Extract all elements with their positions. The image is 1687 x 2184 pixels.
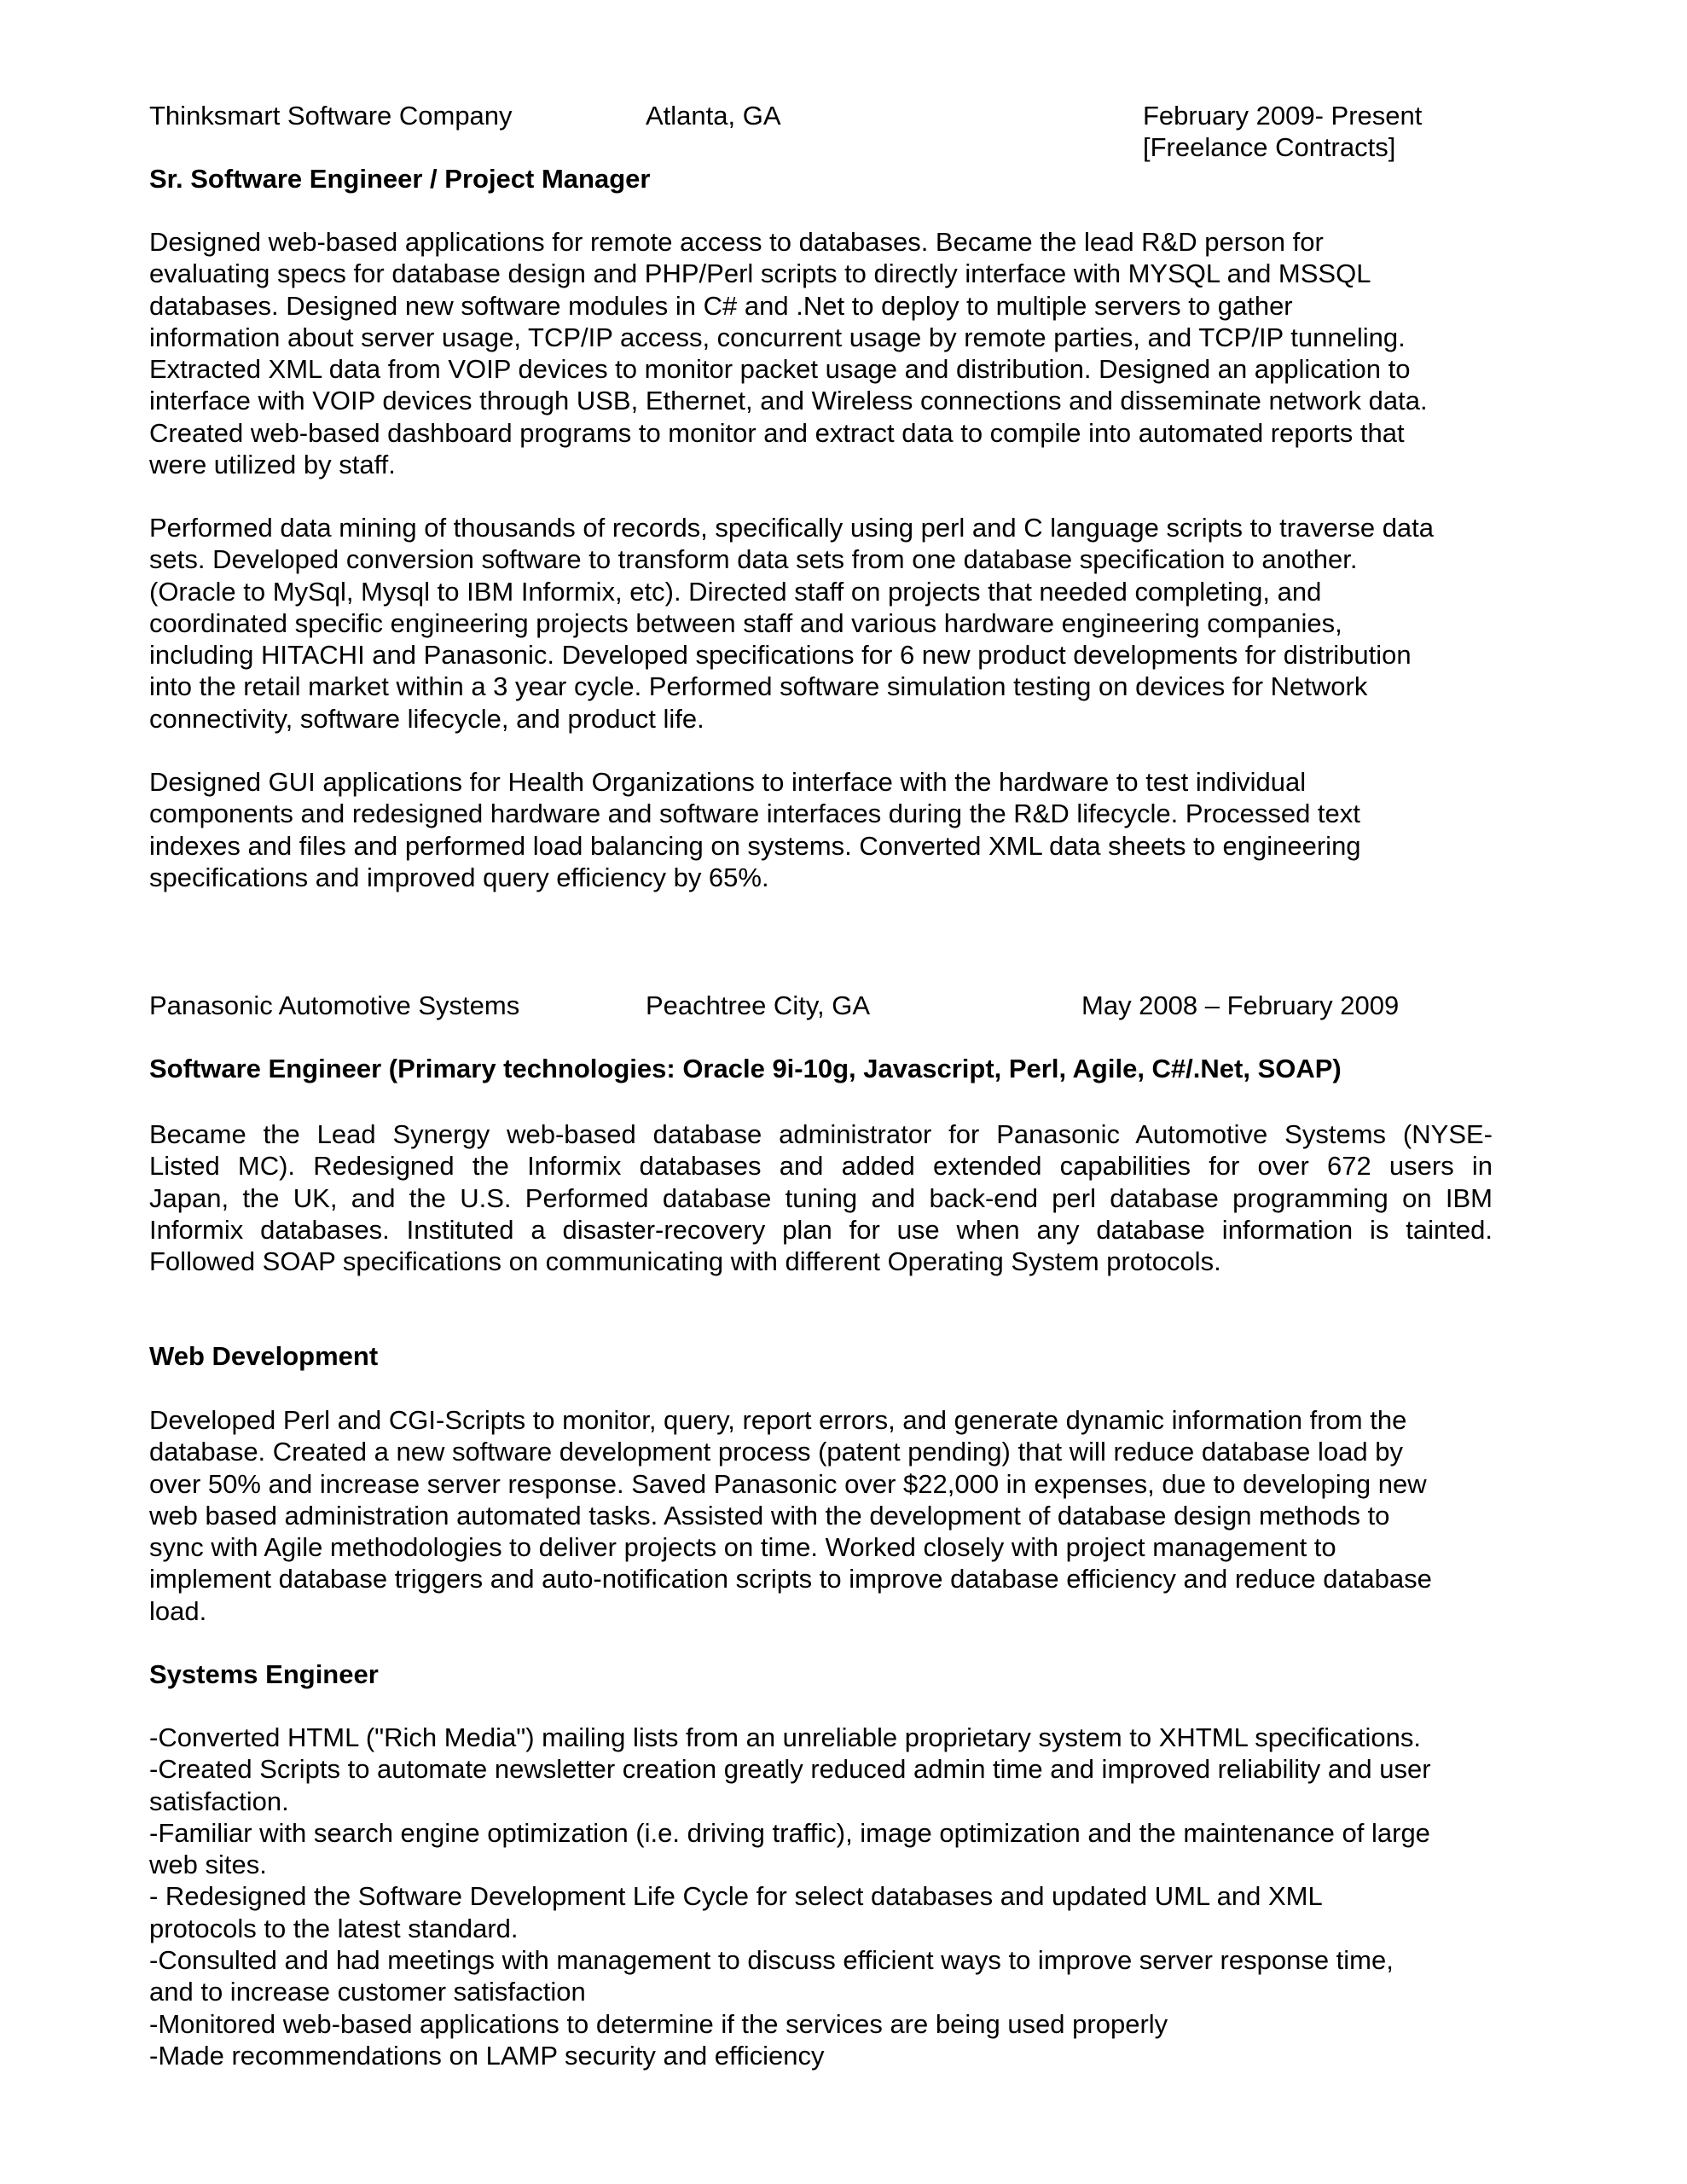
- text-line: Designed GUI applications for Health Organizations to interface with the hardware to test individual: [149, 767, 1307, 797]
- job1-location: Atlanta, GA: [646, 101, 781, 131]
- job1-title: Sr. Software Engineer / Project Manager: [149, 164, 651, 194]
- text-line: connectivity, software lifecycle, and product life.: [149, 703, 704, 734]
- list-item: -Familiar with search engine optimization (i.e. driving traffic), image optimization and the maintenance of large: [149, 1817, 1430, 1848]
- text-line: Became the Lead Synergy web-based database administrator for Panasonic Automotive Systems (NYSE-: [149, 1119, 1493, 1149]
- list-item: web sites.: [149, 1850, 267, 1880]
- systems-engineer-list: [149, 1722, 1493, 2071]
- text-line: Developed Perl and CGI-Scripts to monitor, query, report errors, and generate dynamic information from the: [149, 1405, 1407, 1435]
- text-line: over 50% and increase server response. Saved Panasonic over $22,000 in expenses, due to developing new: [149, 1468, 1427, 1499]
- text-line: Performed data mining of thousands of records, specifically using perl and C language scripts to traverse data: [149, 513, 1435, 543]
- list-item: - Redesigned the Software Development Life Cycle for select databases and updated UML and XML: [149, 1881, 1323, 1912]
- text-line: components and redesigned hardware and software interfaces during the R&D lifecycle. Processed text: [149, 799, 1360, 829]
- text-line: Created web-based dashboard programs to monitor and extract data to compile into automated reports that: [149, 417, 1405, 448]
- text-line: information about server usage, TCP/IP access, concurrent usage by remote parties, and TCP/IP tunneling.: [149, 322, 1406, 352]
- text-line: including HITACHI and Panasonic. Developed specifications for 6 new product developments for distribution: [149, 640, 1412, 671]
- text-line: coordinated specific engineering projects between staff and various hardware engineering companies,: [149, 607, 1342, 638]
- job1-paragraph-1: [149, 226, 1493, 480]
- list-item: -Monitored web-based applications to determine if the services are being used properly: [149, 2008, 1168, 2039]
- text-line: database. Created a new software development process (patent pending) that will reduce database load by: [149, 1437, 1403, 1467]
- text-line: Followed SOAP specifications on communicating with different Operating System protocols.: [149, 1246, 1221, 1277]
- list-item: -Converted HTML ("Rich Media") mailing lists from an unreliable proprietary system to XHTML specifications.: [149, 1722, 1421, 1752]
- text-line: Informix databases. Instituted a disaster-recovery plan for use when any database information is tainted.: [149, 1214, 1493, 1245]
- text-line: Listed MC). Redesigned the Informix databases and added extended capabilities for over 672 users in: [149, 1151, 1493, 1182]
- job2-location: Peachtree City, GA: [646, 990, 871, 1020]
- web-development-heading: Web Development: [149, 1341, 379, 1371]
- text-line: interface with VOIP devices through USB, Ethernet, and Wireless connections and disseminate network data.: [149, 386, 1428, 416]
- job1-paragraph-2: [149, 512, 1493, 735]
- job1-dates: February 2009- Present: [1143, 101, 1423, 131]
- web-development-paragraph: [149, 1404, 1493, 1627]
- text-line: load.: [149, 1595, 207, 1626]
- text-line: sync with Agile methodologies to deliver projects on time. Worked closely with project management to: [149, 1532, 1336, 1563]
- text-line: into the retail market within a 3 year cycle. Performed software simulation testing on devices for Network: [149, 671, 1368, 702]
- job1-paragraph-3: [149, 766, 1493, 893]
- text-line: evaluating specs for database design and PHP/Perl scripts to directly interface with MYSQL and MSSQL: [149, 258, 1371, 289]
- job2-company: Panasonic Automotive Systems: [149, 990, 520, 1020]
- text-line: Japan, the UK, and the U.S. Performed database tuning and back-end perl database programming on IBM: [149, 1182, 1493, 1213]
- text-line: Designed web-based applications for remote access to databases. Became the lead R&D person for: [149, 227, 1324, 257]
- list-item: satisfaction.: [149, 1786, 289, 1816]
- list-item: -Consulted and had meetings with management to discuss efficient ways to improve server response time,: [149, 1945, 1394, 1976]
- text-line: databases. Designed new software modules in C# and .Net to deploy to multiple servers to gather: [149, 290, 1293, 321]
- list-item: and to increase customer satisfaction: [149, 1977, 586, 2007]
- list-item: -Made recommendations on LAMP security and efficiency: [149, 2040, 825, 2071]
- systems-engineer-heading: Systems Engineer: [149, 1659, 379, 1689]
- list-item: -Created Scripts to automate newsletter creation greatly reduced admin time and improved reliability and user: [149, 1754, 1431, 1785]
- text-line: implement database triggers and auto-notification scripts to improve database efficiency and reduce database: [149, 1564, 1432, 1594]
- text-line: specifications and improved query efficiency by 65%.: [149, 862, 769, 892]
- text-line: Extracted XML data from VOIP devices to monitor packet usage and distribution. Designed an application to: [149, 354, 1411, 385]
- text-line: were utilized by staff.: [149, 450, 396, 480]
- job2-dates: May 2008 – February 2009: [1081, 990, 1400, 1020]
- text-line: (Oracle to MySql, Mysql to IBM Informix, etc). Directed staff on projects that needed completing, and: [149, 576, 1322, 607]
- list-item: protocols to the latest standard.: [149, 1913, 519, 1943]
- text-line: indexes and files and performed load balancing on systems. Converted XML data sheets to engineering: [149, 830, 1361, 861]
- text-line: sets. Developed conversion software to transform data sets from one database specification to another.: [149, 544, 1358, 575]
- job2-title: Software Engineer (Primary technologies: Oracle 9i-10g, Javascript, Perl, Agile, C#/.Net, SOAP): [149, 1054, 1342, 1083]
- text-line: web based administration automated tasks. Assisted with the development of database design methods to: [149, 1500, 1390, 1531]
- job2-paragraph: [149, 1118, 1493, 1277]
- job1-company: Thinksmart Software Company: [149, 101, 513, 131]
- job1-note: [Freelance Contracts]: [1143, 132, 1396, 162]
